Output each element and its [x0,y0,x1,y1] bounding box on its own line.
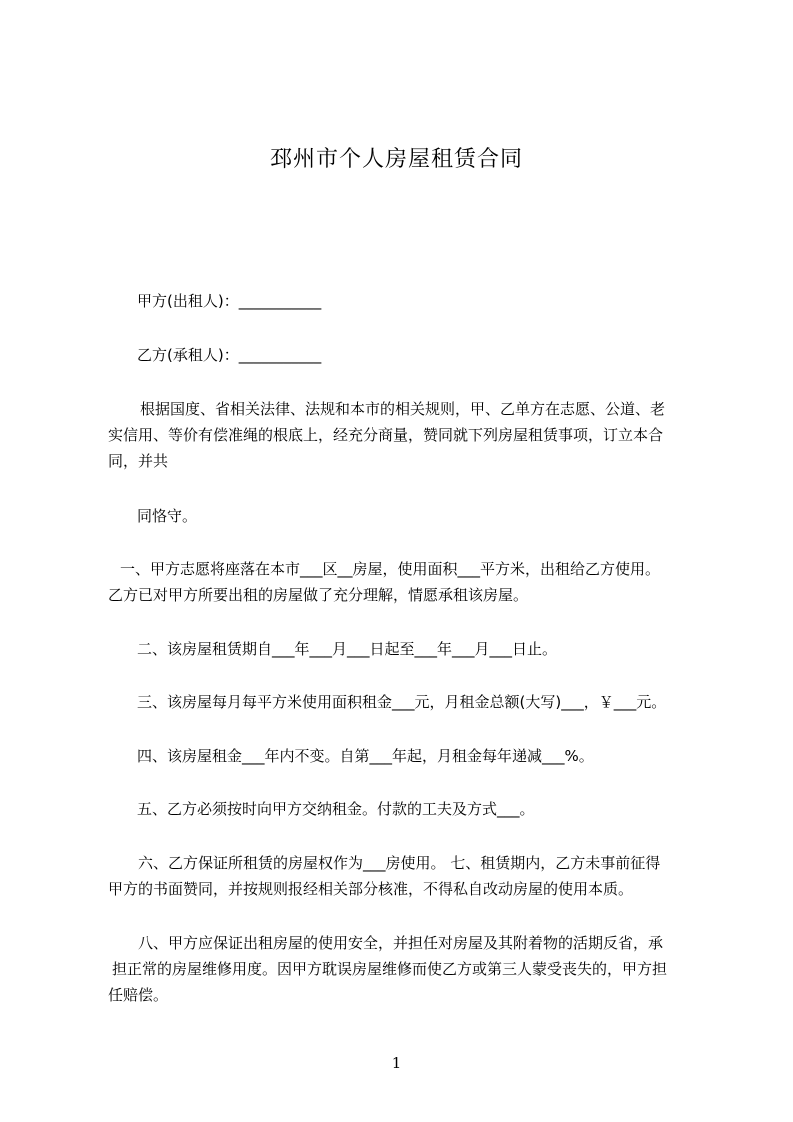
intro-paragraph [108,396,710,474]
clause-2: 二、该房屋租赁期自___年___月___日起至___年___月___日止。 [137,640,558,658]
clause-4: 四、该房屋租金___年内不变。自第___年起，月租金每年递减___%。 [137,747,594,765]
clause-5: 五、乙方必须按时向甲方交纳租金。付款的工夫及方式___。 [137,800,535,818]
clause-8 [108,930,718,1008]
clause-8-line-2: 担正常的房屋维修用度。因甲方耽误房屋维修而使乙方或第三人蒙受丧失的，甲方担 [112,960,668,978]
intro-line-2: 实信用、等价有偿准绳的根底上，经充分商量，赞同就下列房屋租赁事项，订立本合 [108,426,664,444]
intro-line-3: 同，并共 [108,452,169,470]
page-title: 邳州市个人房屋租赁合同 [269,147,523,172]
clause-6-7-line-2: 甲方的书面赞同，并按规则报经相关部分核准，不得私自改动房屋的使用本质。 [108,880,634,898]
clause-6-7 [108,850,718,902]
clause-8-line-1: 八、甲方应保证出租房屋的使用安全，并担任对房屋及其附着物的活期反省，承 [138,934,664,952]
page-number: 1 [391,1054,402,1072]
intro-line-4: 同恪守。 [137,507,198,525]
party-b-line: 乙方(承租人)：___________ [137,346,322,364]
clause-6-7-line-1: 六、乙方保证所租赁的房屋权作为___房使用。 七、租赁期内，乙方未事前征得 [138,854,661,872]
clause-1 [108,556,718,608]
intro-line-1: 根据国度、省相关法律、法规和本市的相关规则，甲、乙单方在志愿、公道、老 [140,400,666,418]
clause-1-line-1: 一、甲方志愿将座落在本市___区__房屋，使用面积___平方米，出租给乙方使用。 [120,560,661,578]
clause-1-line-2: 乙方已对甲方所要出租的房屋做了充分理解，情愿承租该房屋。 [108,586,529,604]
clause-8-line-3: 任赔偿。 [108,986,169,1004]
party-a-line: 甲方(出租人)：___________ [137,292,322,310]
clause-3: 三、该房屋每月每平方米使用面积租金___元，月租金总额(大写)___，￥___元。 [137,693,667,711]
